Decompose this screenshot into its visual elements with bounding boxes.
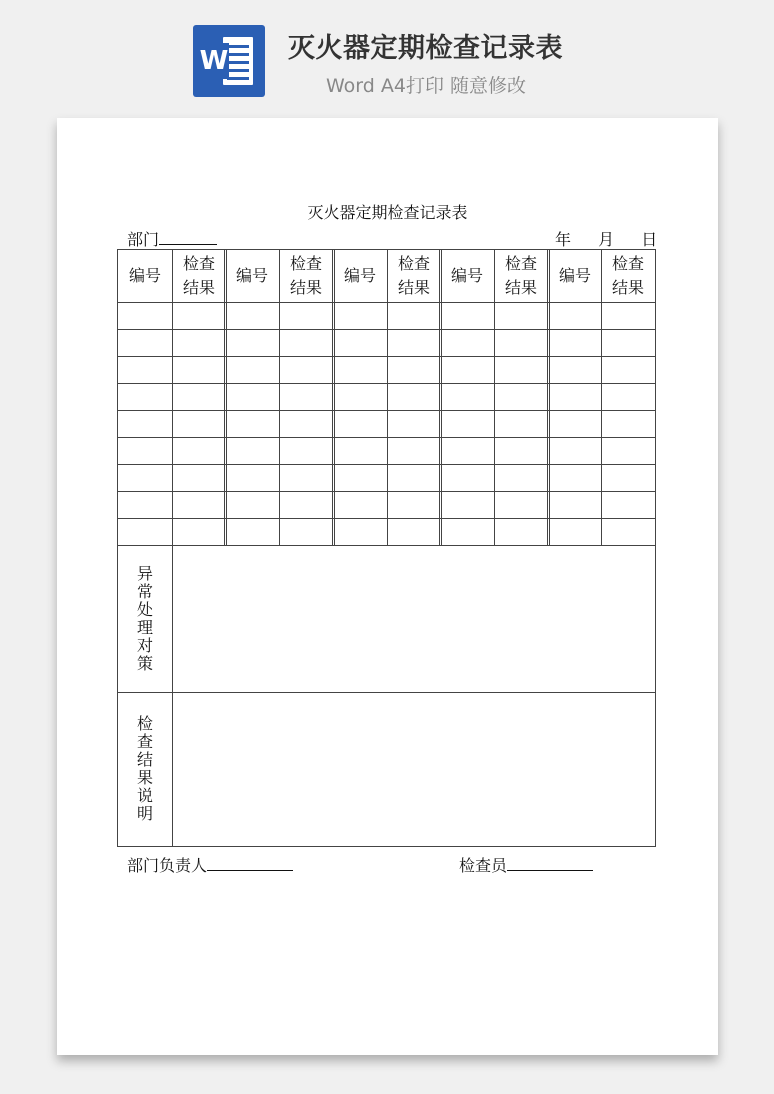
- table-cell[interactable]: [387, 356, 441, 383]
- table-cell[interactable]: [440, 518, 494, 545]
- table-cell[interactable]: [172, 464, 226, 491]
- page-title: 灭火器定期检查记录表: [288, 33, 563, 64]
- table-cell[interactable]: [333, 464, 387, 491]
- table-cell[interactable]: [333, 383, 387, 410]
- word-icon-line: [227, 69, 249, 72]
- table-cell[interactable]: [118, 410, 172, 437]
- table-cell[interactable]: [494, 464, 548, 491]
- table-cell[interactable]: [440, 302, 494, 329]
- table-cell[interactable]: [601, 410, 655, 437]
- dept-field: [127, 227, 217, 250]
- table-cell[interactable]: [387, 410, 441, 437]
- table-cell[interactable]: [440, 491, 494, 518]
- inspector-label: 检查员: [459, 856, 508, 875]
- inspector-field: [459, 853, 593, 876]
- table-cell[interactable]: [548, 329, 602, 356]
- date-month-label: 月: [598, 230, 615, 249]
- table-cell[interactable]: [172, 356, 226, 383]
- header-text: 编号: [558, 266, 591, 285]
- table-cell[interactable]: [548, 410, 602, 437]
- table-cell[interactable]: [172, 491, 226, 518]
- table-cell[interactable]: [225, 518, 279, 545]
- table-cell[interactable]: [494, 410, 548, 437]
- header-number: [225, 250, 279, 302]
- table-cell[interactable]: [548, 464, 602, 491]
- dept-head-label: 部门负责人: [127, 856, 208, 875]
- header-result: [172, 250, 226, 302]
- header-text: 检查结果: [182, 254, 215, 297]
- table-cell[interactable]: [440, 437, 494, 464]
- table-cell[interactable]: [548, 383, 602, 410]
- header-number: [118, 250, 172, 302]
- header-text: 编号: [128, 266, 161, 285]
- table-cell[interactable]: [172, 302, 226, 329]
- header-result: [601, 250, 655, 302]
- table-cell[interactable]: [118, 518, 172, 545]
- word-icon-line: [227, 77, 249, 80]
- table-cell[interactable]: [387, 437, 441, 464]
- table-cell[interactable]: [387, 518, 441, 545]
- table-cell[interactable]: [118, 383, 172, 410]
- header-result: [494, 250, 548, 302]
- header-number: [333, 250, 387, 302]
- table-cell[interactable]: [225, 302, 279, 329]
- table-cell[interactable]: [440, 464, 494, 491]
- table-cell[interactable]: [387, 329, 441, 356]
- header-text: 编号: [235, 266, 268, 285]
- word-icon-line: [227, 61, 249, 64]
- word-icon-line: [227, 45, 249, 48]
- table-cell[interactable]: [279, 302, 333, 329]
- table-cell[interactable]: [118, 464, 172, 491]
- header-text: 检查结果: [611, 254, 644, 297]
- result-description-cell[interactable]: [172, 692, 655, 846]
- table-cell[interactable]: [387, 464, 441, 491]
- table-cell[interactable]: [494, 518, 548, 545]
- table-cell[interactable]: [601, 383, 655, 410]
- table-cell[interactable]: [279, 329, 333, 356]
- table-cell[interactable]: [387, 302, 441, 329]
- header-result: [279, 250, 333, 302]
- inspector-blank[interactable]: [507, 856, 593, 871]
- dept-head-blank[interactable]: [207, 856, 293, 871]
- table-cell[interactable]: [279, 491, 333, 518]
- table-cell[interactable]: [387, 383, 441, 410]
- table-cell[interactable]: [601, 356, 655, 383]
- date-year-label: 年: [555, 230, 572, 249]
- header-text: 检查结果: [397, 254, 430, 297]
- table-cell[interactable]: [333, 302, 387, 329]
- table-cell[interactable]: [440, 356, 494, 383]
- table-cell[interactable]: [279, 410, 333, 437]
- header-text: 编号: [450, 266, 483, 285]
- table-cell[interactable]: [548, 302, 602, 329]
- page-header: [0, 0, 774, 110]
- table-cell[interactable]: [548, 356, 602, 383]
- table-cell[interactable]: [279, 437, 333, 464]
- abnormal-handling-label: [118, 545, 172, 692]
- table-cell[interactable]: [172, 329, 226, 356]
- abnormal-handling-text: 异常处理对策: [136, 563, 153, 673]
- table-cell[interactable]: [172, 437, 226, 464]
- dept-head-field: [127, 853, 293, 876]
- table-cell[interactable]: [494, 383, 548, 410]
- table-cell[interactable]: [387, 491, 441, 518]
- table-cell[interactable]: [440, 410, 494, 437]
- table-cell[interactable]: [225, 410, 279, 437]
- table-cell[interactable]: [225, 437, 279, 464]
- table-cell[interactable]: [333, 437, 387, 464]
- word-icon-letter: W: [199, 43, 229, 79]
- table-cell[interactable]: [279, 383, 333, 410]
- header-text: 编号: [343, 266, 376, 285]
- table-cell[interactable]: [601, 518, 655, 545]
- table-cell[interactable]: [225, 491, 279, 518]
- dept-blank[interactable]: [159, 230, 217, 245]
- document-page: [57, 118, 718, 1055]
- table-cell[interactable]: [333, 356, 387, 383]
- table-cell[interactable]: [601, 437, 655, 464]
- inspection-table: [117, 249, 656, 847]
- header-text: 检查结果: [289, 254, 322, 297]
- word-icon-line: [227, 53, 249, 56]
- table-cell[interactable]: [494, 356, 548, 383]
- word-icon: [193, 25, 265, 97]
- table-cell[interactable]: [279, 464, 333, 491]
- result-description-text: 检查结果说明: [136, 714, 153, 823]
- table-cell[interactable]: [225, 329, 279, 356]
- document-title: 灭火器定期检查记录表: [307, 203, 468, 222]
- header-result: [387, 250, 441, 302]
- table-cell[interactable]: [440, 329, 494, 356]
- date-field: [555, 227, 671, 250]
- dept-label: 部门: [127, 230, 160, 249]
- table-cell[interactable]: [225, 356, 279, 383]
- abnormal-handling-cell[interactable]: [172, 545, 655, 692]
- table-cell[interactable]: [494, 302, 548, 329]
- table-cell[interactable]: [333, 329, 387, 356]
- table-cell[interactable]: [172, 518, 226, 545]
- table-cell[interactable]: [601, 464, 655, 491]
- table-cell[interactable]: [548, 491, 602, 518]
- table-cell[interactable]: [118, 356, 172, 383]
- table-cell[interactable]: [333, 518, 387, 545]
- date-day-label: 日: [641, 230, 658, 249]
- table-cell[interactable]: [548, 437, 602, 464]
- table-cell[interactable]: [494, 437, 548, 464]
- table-cell[interactable]: [225, 383, 279, 410]
- table-cell[interactable]: [172, 410, 226, 437]
- table-cell[interactable]: [548, 518, 602, 545]
- header-number: [440, 250, 494, 302]
- table-cell[interactable]: [118, 437, 172, 464]
- table-cell[interactable]: [279, 518, 333, 545]
- table-cell[interactable]: [494, 329, 548, 356]
- page-subtitle: Word A4打印 随意修改: [326, 75, 527, 97]
- table-cell[interactable]: [601, 491, 655, 518]
- table-cell[interactable]: [172, 383, 226, 410]
- header-text: 检查结果: [504, 254, 537, 297]
- table-cell[interactable]: [333, 410, 387, 437]
- result-description-label: [118, 692, 172, 846]
- table-cell[interactable]: [440, 383, 494, 410]
- table-cell[interactable]: [601, 302, 655, 329]
- table-cell[interactable]: [494, 491, 548, 518]
- table-cell[interactable]: [279, 356, 333, 383]
- table-cell[interactable]: [118, 302, 172, 329]
- table-cell[interactable]: [118, 491, 172, 518]
- table-cell[interactable]: [601, 329, 655, 356]
- table-cell[interactable]: [118, 329, 172, 356]
- header-number: [548, 250, 602, 302]
- table-cell[interactable]: [333, 491, 387, 518]
- table-cell[interactable]: [225, 464, 279, 491]
